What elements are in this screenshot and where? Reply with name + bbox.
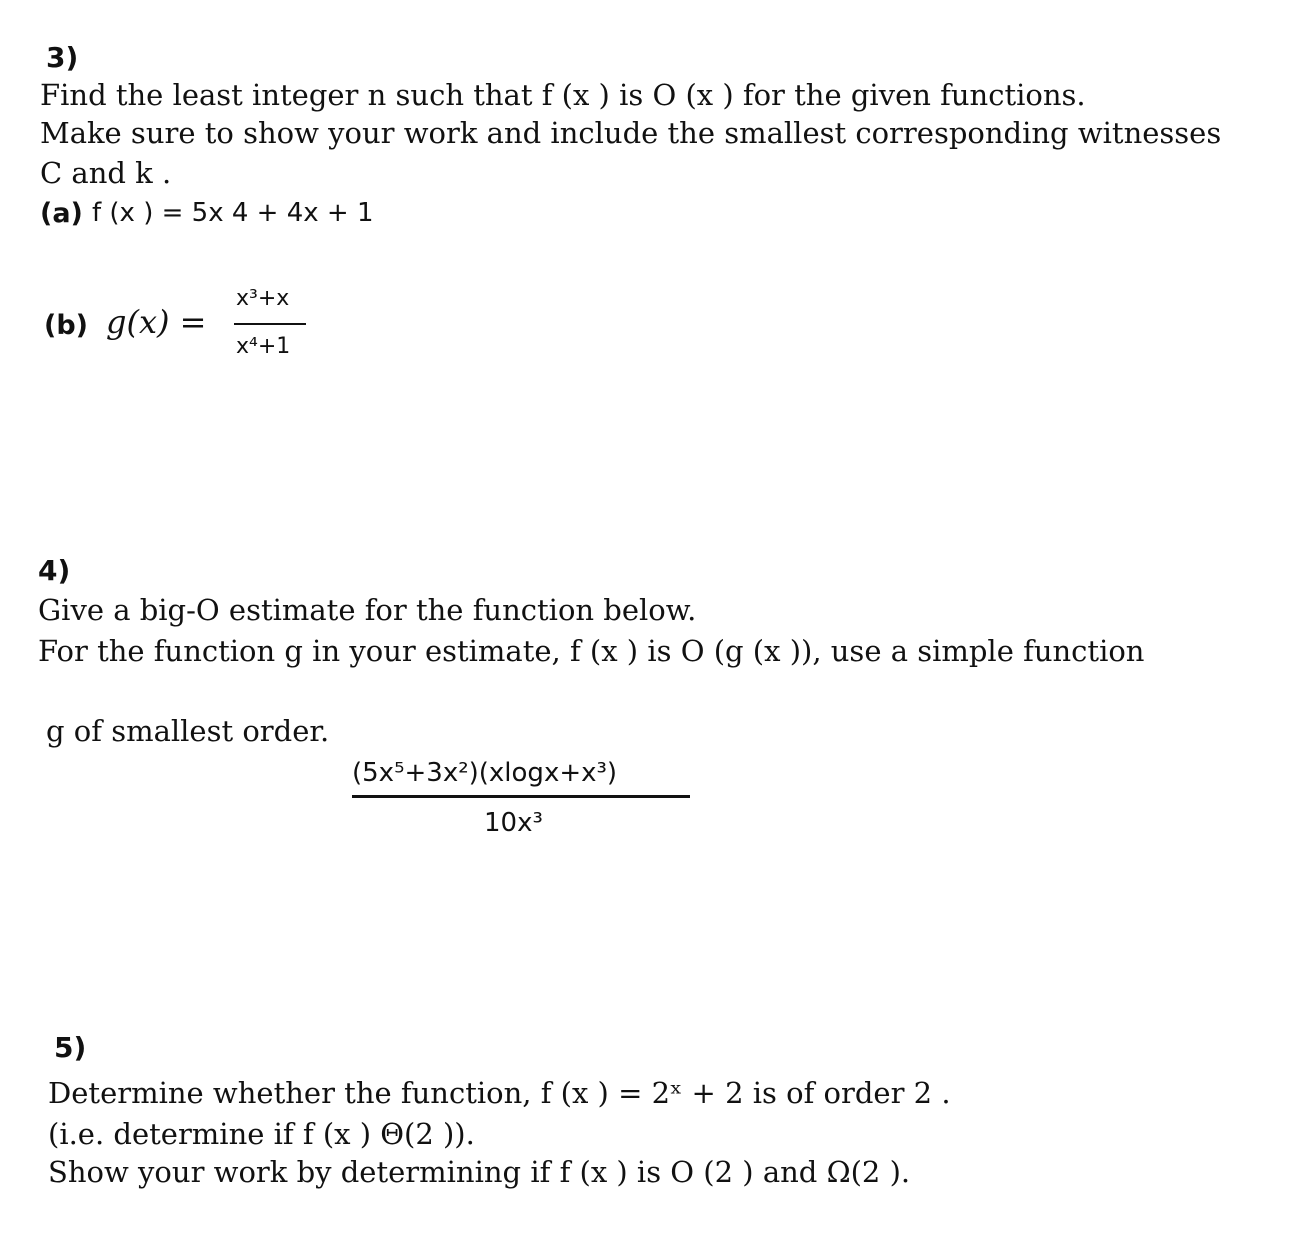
q3-part-b-lhs: g(x) = [106,303,207,341]
q3-part-a-expression: f (x ) = 5x 4 + 4x + 1 [92,198,374,228]
q4-line3: g of smallest order. [46,714,330,748]
q5-line2: (i.e. determine if f (x ) Θ(2 )). [48,1117,475,1151]
q3-heading: 3) [46,41,79,74]
q4-line1: Give a big-O estimate for the function below. [38,593,697,627]
q3-line3: C and k . [40,156,172,190]
q3-part-b-denominator: x⁴+1 [236,334,291,359]
q4-fraction-denominator: 10x³ [484,808,543,838]
q5-line3: Show your work by determining if f (x ) is O (2 ) and Ω(2 ). [48,1155,911,1189]
q4-line2: For the function g in your estimate, f (x ) is O (g (x )), use a simple function [38,634,1145,668]
q3-line2: Make sure to show your work and include the smallest corresponding witnesses [40,116,1222,150]
q3-part-b-fraction-bar [234,323,306,325]
q4-fraction-bar [352,795,690,798]
q3-part-b-label: (b) [44,310,89,341]
q3-line1: Find the least integer n such that f (x ) is O (x ) for the given functions. [40,78,1086,112]
q4-fraction-numerator: (5x⁵+3x²)(xlogx+x³) [352,758,618,788]
q5-line1: Determine whether the function, f (x ) = 2ˣ + 2 is of order 2 . [48,1076,951,1110]
q3-part-b-numerator: x³+x [236,286,290,311]
q3-part-a-label: (a) [40,198,83,229]
q4-heading: 4) [38,554,71,587]
q5-heading: 5) [54,1031,87,1064]
